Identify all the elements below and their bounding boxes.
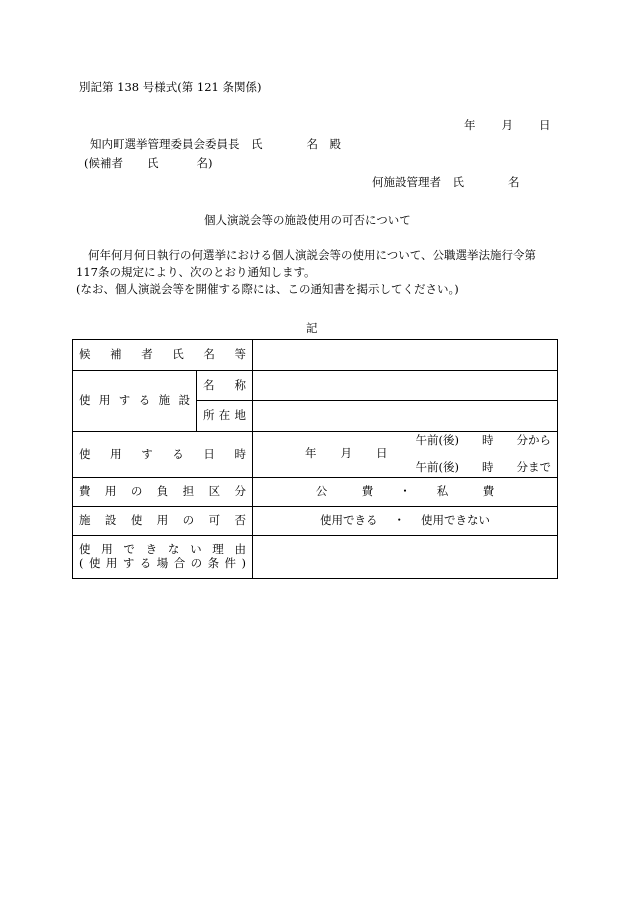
value-candidate [253,340,558,371]
addressee-line1 [90,138,341,152]
sender-org: 何施設管理者 氏 [372,175,464,189]
value-availability [253,507,558,536]
date-day: 日 [539,118,551,132]
body-text [76,247,556,298]
label-availability: 施設使用の可否 [73,507,253,536]
candidate-prefix: (候補者 [84,156,123,170]
row-reason [73,536,558,579]
can-use: 使用できる [320,513,378,528]
value-facility-address [253,401,558,432]
label-reason-line1: 使用できない理由 [79,542,246,557]
ki-heading: 記 [306,321,318,335]
label-datetime: 使用する日時 [73,432,253,478]
form-table [72,339,558,579]
row-availability [73,507,558,536]
row-candidate [73,340,558,371]
cost-private: 私 費 [436,484,495,499]
label-cost: 費用の負担区分 [73,478,253,507]
label-candidate: 候補者氏名等 [73,340,253,371]
candidate-shi: 氏 [147,156,159,170]
label-reason [73,536,253,579]
row-cost [73,478,558,507]
label-facility: 使用する施設 [73,371,197,432]
value-facility-name [253,371,558,401]
document-title: 個人演説会等の施設使用の可否について [204,213,411,227]
body-paragraph-2: (なお、個人演説会等を開催する際には、この通知書を掲示してください。) [76,282,459,296]
sender-mei: 名 [508,175,520,189]
cost-separator: ・ [399,484,411,499]
addressee-org: 知内町選挙管理委員会委員長 氏 [90,137,263,151]
dt-month: 月 [340,446,352,460]
value-datetime [253,432,558,478]
row-datetime [73,432,558,478]
row-facility-name [73,371,558,401]
value-reason [253,536,558,579]
sender-line [372,176,520,190]
label-facility-name: 名称 [197,371,253,401]
time-to: 午前(後) 時 分まで [415,460,551,475]
time-from: 午前(後) 時 分から [415,433,551,447]
label-reason-line2: (使用する場合の条件) [79,556,246,570]
date-line [464,119,551,133]
date-month: 月 [501,118,513,132]
cannot-use: 使用できない [421,513,490,528]
date-fields [305,447,388,461]
addressee-suffix: 名 殿 [306,137,341,151]
addressee-line2 [84,157,213,171]
cost-public: 公 費 [315,484,374,499]
availability-separator: ・ [393,513,405,528]
dt-day: 日 [376,446,388,460]
label-facility-address: 所在地 [197,401,253,432]
value-cost [253,478,558,507]
body-paragraph-1: 何年何月何日執行の何選挙における個人演説会等の使用について、公職選挙法施行令第117条の規定により、次のとおり通知します。 [76,248,537,279]
dt-year: 年 [305,446,317,460]
candidate-mei: 名) [196,156,213,170]
form-number: 別記第 138 号様式(第 121 条関係) [79,80,262,94]
date-year: 年 [464,118,476,132]
